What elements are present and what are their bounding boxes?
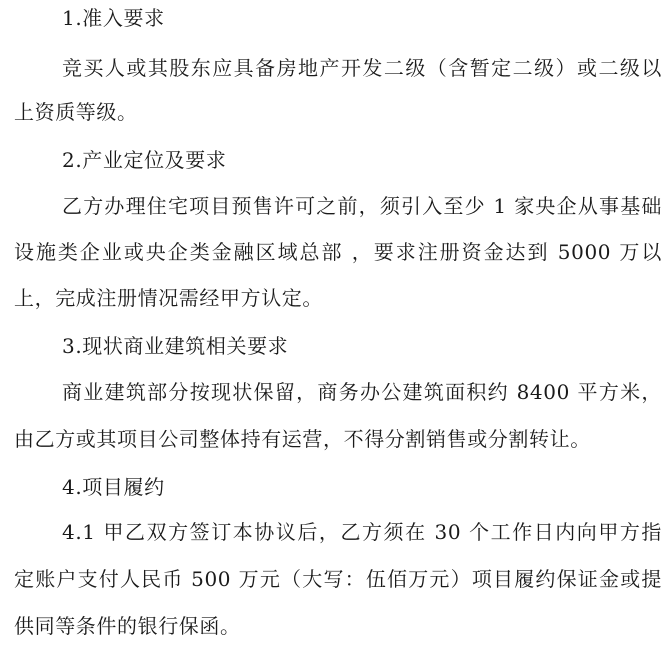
paragraph-line: 4.1 甲乙双方签订本协议后，乙方须在 30 个工作日内向甲方指 [62, 520, 662, 544]
paragraph-line: 设施类企业或央企类金融区域总部 ，要求注册资金达到 5000 万以 [14, 240, 662, 264]
paragraph-line: 上，完成注册情况需经甲方认定。 [14, 286, 323, 310]
section-heading-3: 3.现状商业建筑相关要求 [62, 334, 289, 358]
paragraph-line: 商业建筑部分按现状保留，商务办公建筑面积约 8400 平方米， [62, 380, 662, 404]
paragraph-line: 供同等条件的银行保函。 [14, 614, 241, 638]
paragraph-line: 定账户支付人民币 500 万元（大写：伍佰万元）项目履约保证金或提 [14, 567, 662, 591]
section-heading-1: 1.准入要求 [62, 6, 165, 30]
section-heading-2: 2.产业定位及要求 [62, 148, 227, 172]
paragraph-line: 由乙方或其项目公司整体持有运营，不得分割销售或分割转让。 [14, 427, 591, 451]
paragraph-line: 乙方办理住宅项目预售许可之前，须引入至少 1 家央企从事基础 [62, 194, 662, 218]
section-heading-4: 4.项目履约 [62, 475, 165, 499]
paragraph-line: 竞买人或其股东应具备房地产开发二级（含暂定二级）或二级以 [62, 56, 662, 80]
paragraph-line: 上资质等级。 [14, 100, 138, 124]
